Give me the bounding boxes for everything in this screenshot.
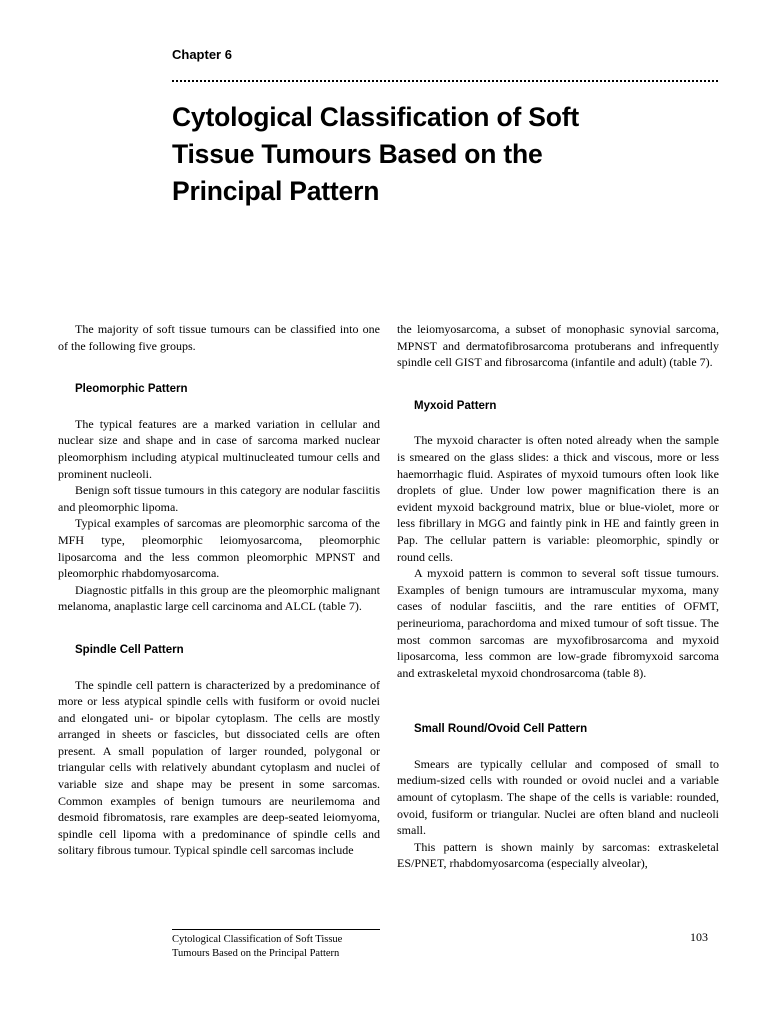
chapter-title-line: Tissue Tumours Based on the (172, 139, 543, 169)
page-number: 103 (690, 930, 708, 944)
body-paragraph: The spindle cell pattern is characterized by a predominance of more or less atypical spindle cells with fusiform or ovoid nuclei and elongated uni- or bipolar cytoplasm. The cells are mostly arranged in sheets or fascicles, but dissociated cells are often present. A small population of larger rounded, polygonal or triangular cells with relatively abundant cytoplasm and nuclei of variable size and shape may be present in some sarcomas. Common examples of benign tumours are neurilemoma and desmoid fibromatosis, rare examples are deep-seated leiomyoma, spindle cell lipoma with a predominance of spindle cells and solitary fibrous tumour. Typical spindle cell sarcomas include (58, 677, 380, 858)
section-heading-pleomorphic: Pleomorphic Pattern (75, 383, 188, 396)
chapter-label: Chapter 6 (172, 47, 232, 62)
chapter-title-line: Principal Pattern (172, 176, 380, 206)
right-column (397, 321, 719, 872)
body-paragraph: A myxoid pattern is common to several soft tissue tumours. Examples of benign tumours are intramuscular myxoma, many cases of nodular fasciitis, and the rare entities of OFMT, perineurioma, parachordoma and mixed tumour of soft tissue. The most common sarcomas are myxofibrosarcoma and myxoid liposarcoma, less common are low-grade fibromyxoid sarcoma and extraskeletal myxoid chondrosarcoma (table 8). (397, 566, 719, 680)
running-footer-line: Cytological Classification of Soft Tissue (172, 934, 343, 945)
body-paragraph: This pattern is shown mainly by sarcomas: extraskeletal ES/PNET, rhabdomyosarcoma (especially alveolar), (397, 839, 719, 871)
section-heading-small-round: Small Round/Ovoid Cell Pattern (414, 723, 588, 736)
body-paragraph: Smears are typically cellular and composed of small to medium-sized cells with rounded or ovoid nuclei and a variable amount of cytoplasm. The shape of the cells is variable: rounded, ovoid, fusiform or triangular. Nuclei are often bland and nucleoli small. (397, 756, 719, 838)
left-column (58, 321, 380, 859)
running-footer (172, 933, 432, 960)
body-paragraph: Benign soft tissue tumours in this category are nodular fasciitis and pleomorphic lipoma. (58, 483, 380, 514)
body-paragraph: Typical examples of sarcomas are pleomorphic sarcoma of the MFH type, pleomorphic leiomyosarcoma, pleomorphic liposarcoma and the less common pleomorphic MPNST and pleomorphic rhabdomyosarcoma. (58, 516, 380, 581)
dotted-divider (172, 80, 718, 82)
body-paragraph: Diagnostic pitfalls in this group are the pleomorphic malignant melanoma, anaplastic large cell carcinoma and ALCL (table 7). (58, 582, 380, 614)
body-paragraph: The typical features are a marked variation in cellular and nuclear size and shape and in case of sarcoma marked nuclear pleomorphism including atypical multinucleated tumour cells and prominent nucleoli. (58, 416, 380, 481)
footer-divider (172, 929, 380, 930)
running-footer-line: Tumours Based on the Principal Pattern (172, 947, 340, 959)
chapter-title (172, 99, 732, 210)
section-heading-myxoid: Myxoid Pattern (414, 399, 497, 412)
section-heading-spindle: Spindle Cell Pattern (75, 643, 184, 656)
chapter-title-line: Cytological Classification of Soft (172, 102, 579, 132)
intro-paragraph: The majority of soft tissue tumours can be classified into one of the following five groups. (58, 322, 380, 353)
body-paragraph-continued: the leiomyosarcoma, a subset of monophasic synovial sarcoma, MPNST and dermatofibrosarcoma protuberans and infrequently spindle cell GIST and fibrosarcoma (infantile and adult) (table 7). (397, 322, 719, 370)
body-paragraph: The myxoid character is often noted already when the sample is smeared on the glass slides: a thick and viscous, more or less haemorrhagic fluid. Aspirates of myxoid tumours often look like droplets of glue. Under low power magnification there is an evident myxoid background matrix, blue or blue-violet, more or less fibrillary in MGG and faintly pink in HE and faintly green in Pap. The cellular pattern is variable: pleomorphic, spindly or round cells. (397, 433, 719, 564)
